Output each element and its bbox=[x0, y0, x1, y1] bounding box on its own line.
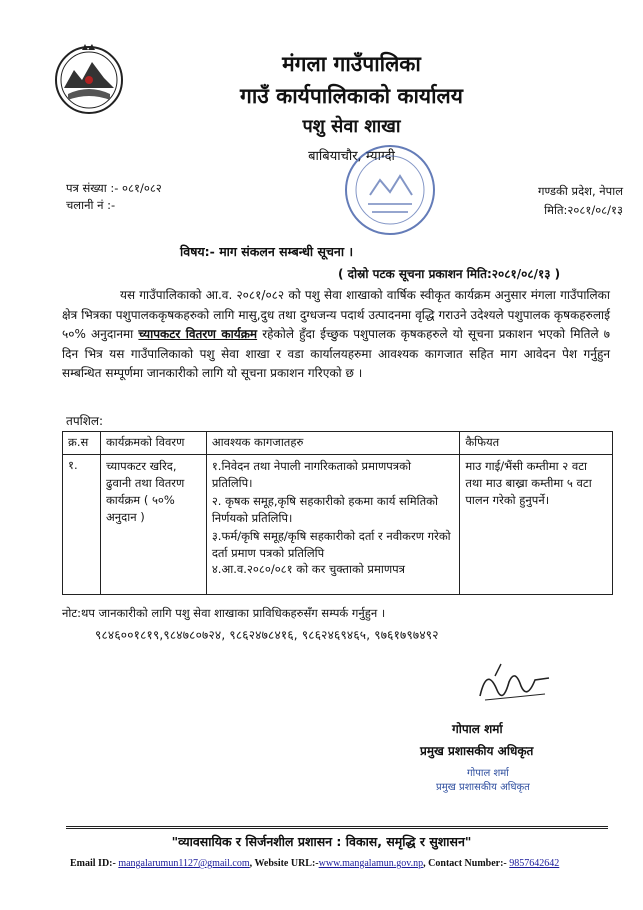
footer-contact bbox=[70, 858, 559, 869]
table-header-row bbox=[63, 432, 613, 455]
name-stamp: गोपाल शर्मा bbox=[467, 768, 509, 779]
phone-numbers: ९८४६००१८१९,९८४७८०७२४, ९८६२४७८४१६, ९८६२४६९४६५, ९७६१७९७४९२ bbox=[95, 628, 439, 642]
cell-serial: १. bbox=[63, 455, 101, 595]
office-stamp bbox=[340, 140, 440, 240]
document-item: १.निवेदन तथा नेपाली नागरिकताको प्रमाणपत्रको प्रतिलिपि। bbox=[211, 459, 411, 490]
document-item: २. कृषक समूह,कृषि सहकारीको हकमा कार्य समितिको निर्णयको प्रतिलिपि। bbox=[211, 494, 438, 525]
publication-note: ( दोस्रो पटक सूचना प्रकाशन मिति:२०८१/०८/१३ ) bbox=[338, 267, 561, 281]
website-label: , Website URL:- bbox=[249, 858, 319, 869]
letter-date: मिति:२०८१/०८/१३ bbox=[544, 203, 623, 217]
contact-label: , Contact Number:- bbox=[423, 858, 507, 869]
details-label: तपशिल: bbox=[66, 414, 104, 428]
body-text-part2: रहेकोले हुँदा ईच्छुक पशुपालक कृषकहरुले यो सूचना प्रकाशन भएको मितिले ७ दिन भित्र यस गाउँपालिकाको पशु सेवा शाखा र वडा कार्यालयहरुमा आवश्यक कागजात सहित माग आवेदन पेश गर्नुहुन सम्बन्धित सम्पूर्णमा जानकारीको लागि यो सूचना प्रकाशन गरिएको छ । bbox=[62, 327, 611, 380]
signature-mark bbox=[475, 656, 555, 716]
website-link[interactable]: www.mangalamun.gov.np bbox=[318, 858, 424, 869]
email-link[interactable]: mangalarumun1127@gmail.com bbox=[118, 858, 250, 869]
header-program: कार्यक्रमको विवरण bbox=[100, 432, 206, 455]
letter-ref-number: पत्र संख्या :- ०८१/०८२ bbox=[66, 181, 162, 195]
office-address: बाबियाचौर, म्याग्दी bbox=[308, 149, 395, 164]
header-remarks: कैफियत bbox=[460, 432, 613, 455]
province: गण्डकी प्रदेश, नेपाल bbox=[537, 184, 623, 198]
office-name: गाउँ कार्यपालिकाको कार्यालय bbox=[240, 84, 463, 108]
notice-body bbox=[62, 286, 610, 384]
table-row bbox=[63, 455, 613, 595]
dispatch-number: चलानी नं :- bbox=[66, 198, 116, 212]
cell-program: च्यापकटर खरिद, ढुवानी तथा वितरण कार्यक्रम ( ५०% अनुदान ) bbox=[100, 455, 206, 595]
footer-slogan: "व्यावसायिक र सिर्जनशील प्रशासन : विकास, समृद्धि र सुशासन" bbox=[171, 834, 472, 849]
contact-number[interactable]: 9857642642 bbox=[509, 858, 560, 869]
signatory-name: गोपाल शर्मा bbox=[452, 722, 503, 736]
header-serial: क्र.स bbox=[63, 432, 101, 455]
email-label: Email ID:- bbox=[70, 858, 116, 869]
section-name: पशु सेवा शाखा bbox=[302, 116, 401, 137]
requirements-table bbox=[62, 431, 613, 595]
post-stamp: प्रमुख प्रशासकीय अधिकृत bbox=[436, 782, 530, 793]
footer-divider bbox=[66, 826, 608, 829]
program-highlight: च्यापकटर वितरण कार्यक्रम bbox=[138, 327, 258, 341]
header-documents: आवश्यक कागजातहरु bbox=[206, 432, 460, 455]
municipality-name: मंगला गाउँपालिका bbox=[282, 52, 421, 76]
body-text-part1: यस गाउँपालिकाको आ.व. २०८१/०८२ को पशु सेवा शाखाको वार्षिक स्वीकृत कार्यक्रम अनुसार मंगला गाउँपालिका क्षेत्र भित्रका पशुपालककृषकहरुको लागि मासु,दुध तथा दुग्धजन्य पदार्थ उत्पादनमा वृद्धि गराउने उदेश्यले पशुपालक कृषकहरुलाई ५०% अनुदानमा bbox=[62, 288, 610, 341]
cell-remarks: माउ गाई/भैंसी कम्तीमा २ वटा तथा माउ बाख्रा कम्तीमा ५ वटा पालन गरेको हुनुपर्ने। bbox=[460, 455, 613, 595]
cell-documents bbox=[206, 455, 460, 595]
document-item: ४.आ.व.२०८०/०८१ को कर चुक्ताको प्रमाणपत्र bbox=[211, 562, 406, 576]
contact-note: नोट:थप जानकारीको लागि पशु सेवा शाखाका प्राविधिकहरुसँग सम्पर्क गर्नुहुन । bbox=[62, 606, 386, 620]
subject-line: विषय:- माग संकलन सम्बन्धी सूचना । bbox=[180, 244, 354, 259]
document-item: ३.फर्म/कृषि समूह/कृषि सहकारीको दर्ता र नवीकरण गरेको दर्ता प्रमाण पत्रको प्रतिलिपि bbox=[211, 529, 451, 560]
signatory-post: प्रमुख प्रशासकीय अधिकृत bbox=[420, 744, 534, 758]
